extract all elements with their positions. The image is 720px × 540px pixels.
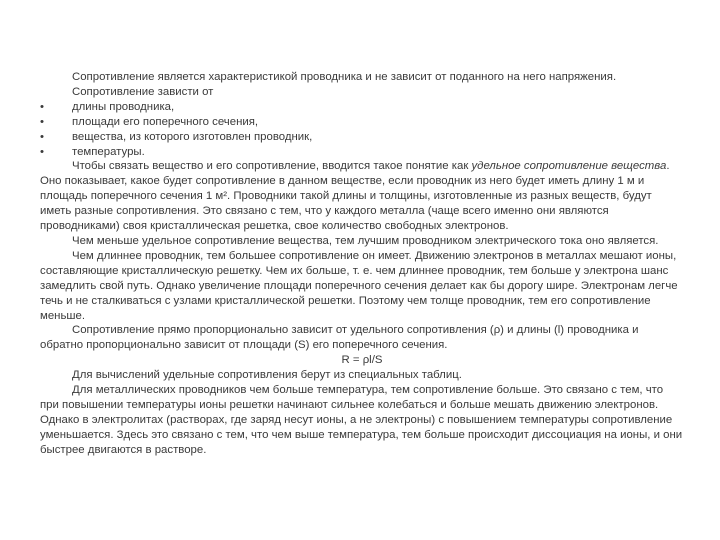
list-item (40, 130, 684, 145)
paragraph-proportionality: Сопротивление прямо пропорционально зависит от удельного сопротивления (ρ) и длины (l) проводника и обратно пропорционально зависит от площади (S) его поперечного сечения. (40, 324, 639, 352)
list-item-text: вещества, из которого изготовлен проводник, (72, 130, 313, 143)
dependency-list (40, 100, 684, 160)
paragraph-specific-resistance (40, 159, 684, 234)
list-item (40, 145, 684, 160)
paragraph-tables: Для вычислений удельные сопротивления берут из специальных таблиц. (72, 369, 462, 382)
list-item-text: площади его поперечного сечения, (72, 115, 259, 128)
bullet-icon: • (40, 100, 44, 113)
text-span: Чтобы связать вещество и его сопротивление, вводится такое понятие как (72, 160, 472, 173)
list-item-text: температуры. (72, 145, 145, 158)
paragraph-length-effect: Чем длиннее проводник, тем большее сопротивление он имеет. Движению электронов в металлах мешают ионы, составляющие кристаллическую решетку. Чем их больше, т. е. чем длиннее проводник, тем больше у электрона шанс замедлить свой путь. Однако увеличение площади поперечного сечения делает как бы дорогу шире. Электронам легче течь и не сталкиваться с узлами кристаллической решетки. Поэтому чем толще проводник, тем его сопротивление меньше. (40, 249, 678, 322)
bullet-icon: • (40, 115, 44, 128)
list-item-text: длины проводника, (72, 100, 175, 113)
formula: R = ρl/S (341, 354, 383, 367)
italic-term: удельное сопротивление вещества (471, 160, 667, 173)
bullet-icon: • (40, 130, 44, 143)
paragraph-temperature: Для металлических проводников чем больше температура, тем сопротивление больше. Это связано с тем, что при повышении температуры ионы решетки начинают сильнее колебаться и больше мешать движению электронов. Однако в электролитах (растворах, где заряд несут ионы, а не электроны) с повышением температуры сопротивление уменьшается. Здесь это связано с тем, что чем выше температура, тем больше происходит диссоциация на ионы, и они быстрее двигаются в растворе. (40, 384, 683, 456)
document-body (40, 70, 684, 458)
bullet-icon: • (40, 145, 44, 158)
list-item (40, 115, 684, 130)
paragraph-better-conductor: Чем меньше удельное сопротивление вещества, тем лучшим проводником электрического тока оно является. (72, 234, 659, 247)
paragraph-depends-on: Сопротивление зависти от (72, 85, 214, 98)
list-item (40, 100, 684, 115)
text-span: . Оно показывает, какое будет сопротивление в данном веществе, если проводник из него будет иметь длину 1 м и площадь поперечного сечения 1 м². Проводники такой длины и толщины, изготовленные из разных веществ, будут иметь разные сопротивления. Это связано с тем, что у каждого металла (чаще всего именно они являются проводниками) своя кристаллическая решетка, свое количество свободных электронов. (40, 160, 670, 233)
paragraph-resistance-definition: Сопротивление является характеристикой проводника и не зависит от поданного на него напряжения. (72, 71, 617, 83)
